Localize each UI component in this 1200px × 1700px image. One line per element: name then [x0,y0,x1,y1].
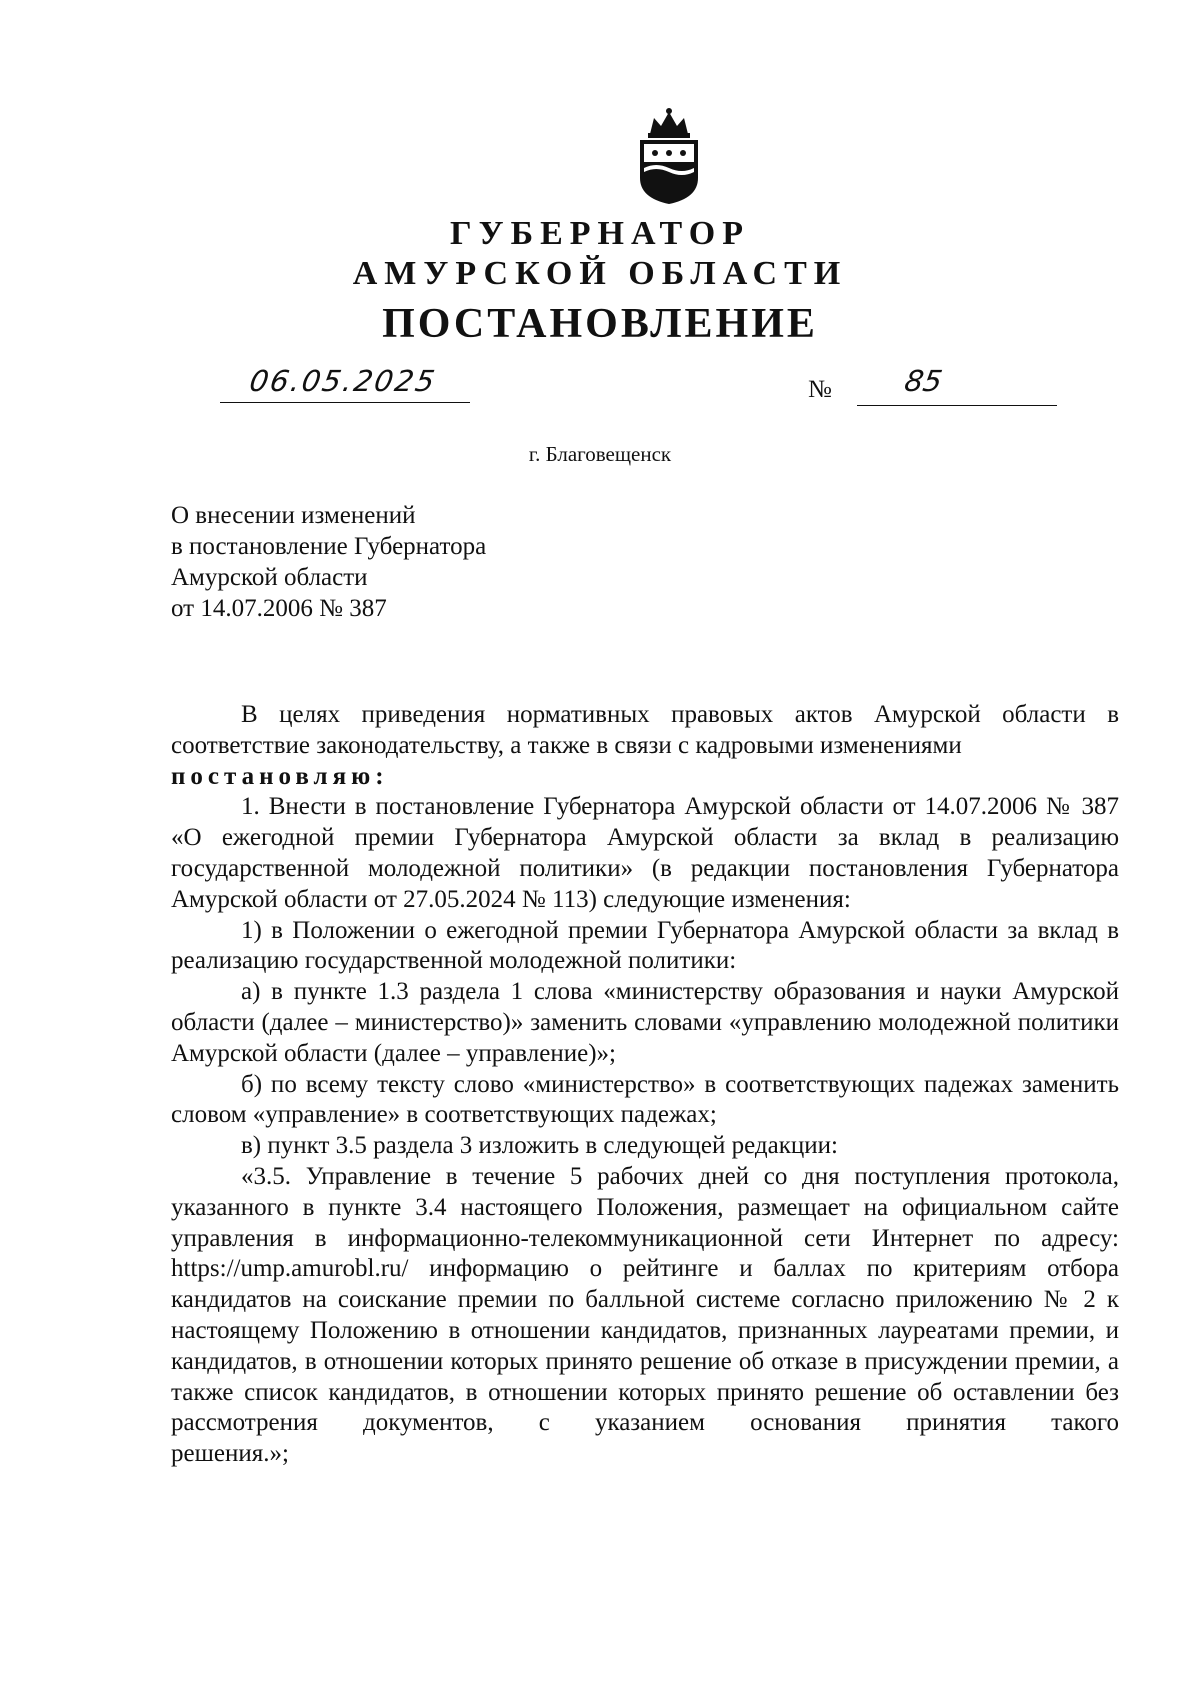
subject-line: от 14.07.2006 № 387 [171,595,387,622]
document-date: 06.05.2025 [247,364,440,398]
issuer-region: АМУРСКОЙ ОБЛАСТИ [352,255,848,292]
preamble-paragraph: В целях приведения нормативных правовых актов Амурской области в соответствие законодательству, а также в связи с кадровыми изменениями [171,701,1119,759]
subitem-v-paragraph: в) пункт 3.5 раздела 3 изложить в следующей редакции: [241,1132,838,1160]
issuer-title: ГУБЕРНАТОР [450,215,750,252]
quoted-paragraph: «3.5. Управление в течение 5 рабочих дней со дня поступления протокола, указанного в пункте 3.4 настоящего Положения, размещает на официальном сайте управления в информационно-телекоммуникационной сети Интернет по адресу: https://ump.amurobl.ru/ информацию о рейтинге и баллах по критериям отбора кандидатов на соискание премии по балльной системе согласно приложению № 2 к настоящему Положению в отношении кандидатов, признанных лауреатами премии, и кандидатов, в отношении которых принято решение об отказе в присуждении премии, а также список кандидатов, в отношении которых принято решение об оставлении без рассмотрения документов, с указанием основания принятия такого [171,1162,1119,1437]
subject-line: Амурской области [171,564,368,591]
document-body [171,700,1119,1470]
subitem-b-paragraph: б) по всему тексту слово «министерство» в соответствующих падежах заменить словом «управление» в соответствующих падежах; [171,1070,1119,1129]
subject-line: О внесении изменений [171,502,416,529]
resolve-paragraph [171,762,1119,793]
quoted-paragraph-end: решения.»; [171,1440,289,1468]
city-line: г. Благовещенск [528,442,672,466]
resolve-word: постановляю: [171,762,389,790]
document-number: 85 [902,364,945,398]
number-label: № [808,376,832,403]
document-subject [171,500,486,624]
number-underline [857,405,1057,406]
item-1-paragraph: 1. Внести в постановление Губернатора Амурской области от 14.07.2006 № 387 «О ежегодной премии Губернатора Амурской области за вклад в реализацию государственной молодежной политики» (в редакции постановления Губернатора Амурской области от 27.05.2024 № 113) следующие изменения: [171,793,1119,913]
coat-of-arms-icon [628,104,710,206]
document-type: ПОСТАНОВЛЕНИЕ [382,301,818,347]
subitem-a-paragraph: а) в пункте 1.3 раздела 1 слова «министерству образования и науки Амурской области (далее – министерство)» заменить словами «управлению молодежной политики Амурской области (далее – управление)»; [171,978,1119,1067]
subject-line: в постановление Губернатора [171,533,487,560]
subitem-1-paragraph: 1) в Положении о ежегодной премии Губернатора Амурской области за вклад в реализацию государственной молодежной политики: [171,916,1119,975]
date-underline [220,402,470,403]
